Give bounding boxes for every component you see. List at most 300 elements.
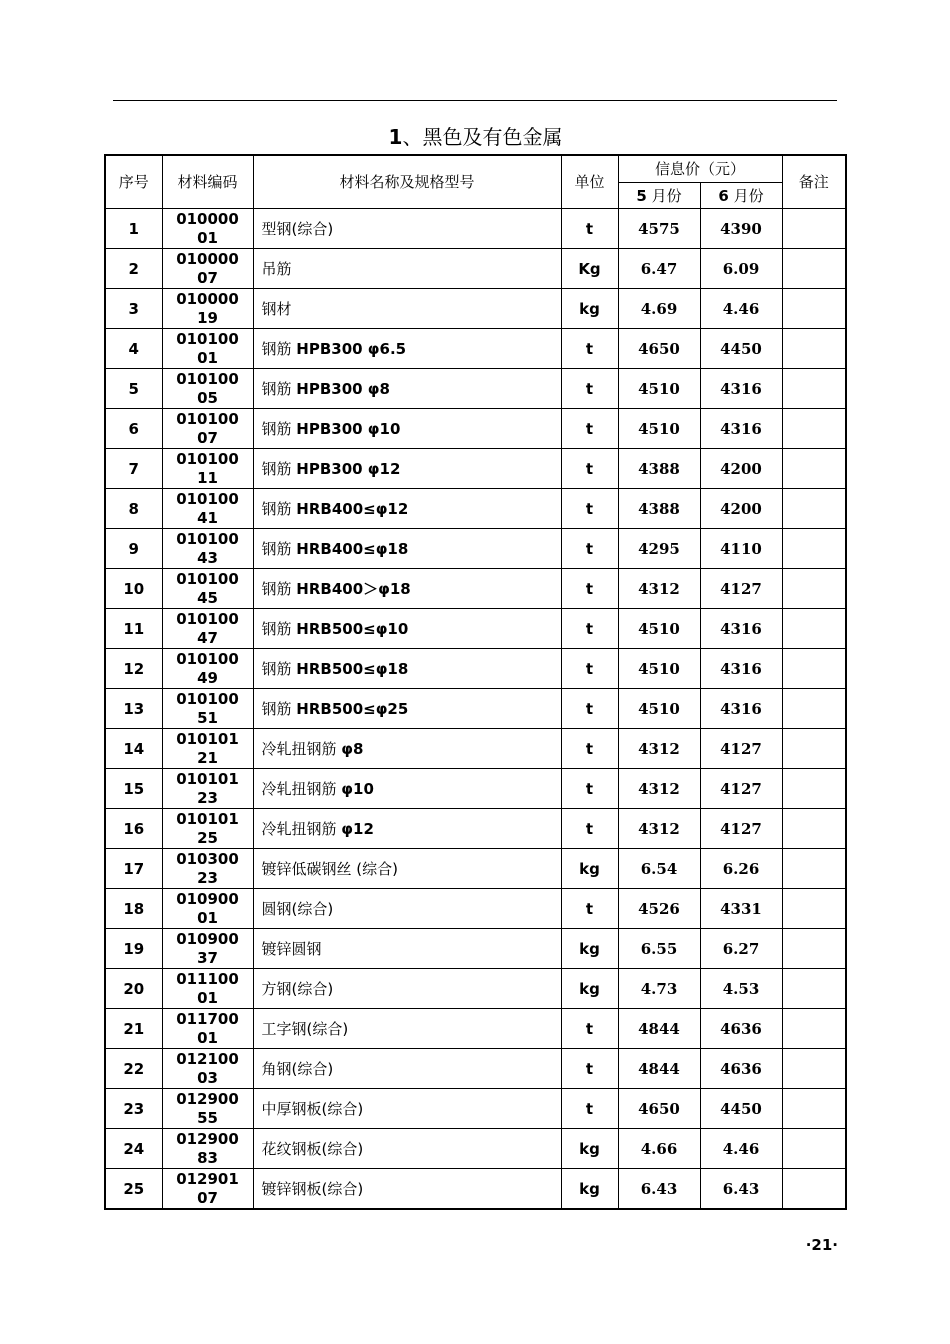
row-name (253, 649, 561, 689)
table-row (105, 929, 846, 969)
row-code-line1: 010100 (176, 649, 239, 668)
row-remark (782, 1129, 846, 1169)
row-seq: 25 (105, 1169, 162, 1210)
row-price-june: 4636 (700, 1049, 782, 1089)
row-price-may: 4510 (618, 689, 700, 729)
row-spec: HRB500≤φ18 (296, 660, 409, 678)
row-price-june: 4.46 (700, 289, 782, 329)
row-spec: HPB300 φ6.5 (296, 340, 407, 358)
row-price-may: 4844 (618, 1049, 700, 1089)
row-code-line1: 010100 (176, 449, 239, 468)
row-spec: HPB300 φ8 (296, 380, 390, 398)
row-name (253, 209, 561, 249)
row-name (253, 809, 561, 849)
row-code-line2: 07 (197, 1188, 218, 1207)
row-code-line1: 010900 (176, 889, 239, 908)
row-seq: 4 (105, 329, 162, 369)
row-code (162, 1129, 253, 1169)
table-row (105, 729, 846, 769)
row-remark (782, 529, 846, 569)
row-price-may: 4510 (618, 369, 700, 409)
row-code-line2: 01 (197, 348, 218, 367)
row-remark (782, 489, 846, 529)
row-code-line1: 010100 (176, 609, 239, 628)
row-spec: HRB500≤φ10 (296, 620, 409, 638)
row-price-may: 4526 (618, 889, 700, 929)
row-seq: 13 (105, 689, 162, 729)
row-unit: t (561, 1089, 618, 1129)
row-seq: 24 (105, 1129, 162, 1169)
row-code (162, 1089, 253, 1129)
row-remark (782, 929, 846, 969)
header-june-num: 6 (718, 186, 729, 205)
row-name (253, 289, 561, 329)
row-price-may: 4388 (618, 489, 700, 529)
header-row-1 (105, 155, 846, 183)
row-price-may: 4312 (618, 729, 700, 769)
row-code-line2: 01 (197, 228, 218, 247)
row-seq: 11 (105, 609, 162, 649)
row-name-text: 冷轧扭钢筋 (261, 740, 342, 758)
row-name (253, 529, 561, 569)
row-name (253, 969, 561, 1009)
table-row (105, 609, 846, 649)
table-row (105, 369, 846, 409)
row-price-june: 4127 (700, 769, 782, 809)
row-code-line2: 47 (197, 628, 218, 647)
row-remark (782, 889, 846, 929)
table-row (105, 489, 846, 529)
row-seq: 14 (105, 729, 162, 769)
row-price-may: 4295 (618, 529, 700, 569)
row-code-line1: 012100 (176, 1049, 239, 1068)
row-code (162, 689, 253, 729)
row-unit: kg (561, 289, 618, 329)
row-code (162, 969, 253, 1009)
row-price-may: 4.69 (618, 289, 700, 329)
row-unit: kg (561, 929, 618, 969)
row-spec: HRB400＞φ18 (296, 580, 411, 598)
row-remark (782, 729, 846, 769)
row-remark (782, 1049, 846, 1089)
table-row (105, 849, 846, 889)
row-spec: HRB400≤φ18 (296, 540, 409, 558)
row-remark (782, 809, 846, 849)
row-code-line1: 012901 (176, 1169, 239, 1188)
row-code (162, 809, 253, 849)
row-name-text: 钢筋 (261, 620, 297, 638)
row-price-june: 4331 (700, 889, 782, 929)
row-price-june: 4316 (700, 409, 782, 449)
table-row (105, 889, 846, 929)
row-name-text: 方钢(综合) (261, 980, 334, 998)
row-price-may: 4510 (618, 649, 700, 689)
row-name-text: 吊筋 (261, 260, 292, 278)
table-row (105, 569, 846, 609)
row-price-june: 4390 (700, 209, 782, 249)
table-row (105, 689, 846, 729)
row-name (253, 489, 561, 529)
row-code-line1: 011100 (176, 969, 239, 988)
row-remark (782, 1009, 846, 1049)
row-code (162, 1049, 253, 1089)
row-code (162, 889, 253, 929)
row-remark (782, 1169, 846, 1210)
row-name (253, 449, 561, 489)
row-code-line1: 010300 (176, 849, 239, 868)
row-seq: 17 (105, 849, 162, 889)
row-unit: t (561, 889, 618, 929)
row-code-line2: 23 (197, 788, 218, 807)
row-name-text: 工字钢(综合) (261, 1020, 349, 1038)
page-number: ·21· (805, 1236, 838, 1254)
row-seq: 1 (105, 209, 162, 249)
row-price-june: 4200 (700, 449, 782, 489)
section-title-text: 、黑色及有色金属 (402, 125, 563, 149)
table-row (105, 329, 846, 369)
row-price-june: 4110 (700, 529, 782, 569)
row-code-line2: 49 (197, 668, 218, 687)
row-unit: t (561, 769, 618, 809)
row-unit: t (561, 1049, 618, 1089)
row-name (253, 769, 561, 809)
row-price-may: 4650 (618, 329, 700, 369)
row-name (253, 569, 561, 609)
row-price-may: 6.43 (618, 1169, 700, 1210)
row-code (162, 1169, 253, 1210)
row-unit: t (561, 1009, 618, 1049)
header-june (700, 183, 782, 209)
row-remark (782, 689, 846, 729)
row-spec: HPB300 φ10 (296, 420, 401, 438)
section-title (104, 122, 847, 152)
row-price-june: 4316 (700, 649, 782, 689)
row-remark (782, 649, 846, 689)
row-seq: 23 (105, 1089, 162, 1129)
row-price-may: 4312 (618, 569, 700, 609)
row-unit: kg (561, 1129, 618, 1169)
row-price-june: 6.27 (700, 929, 782, 969)
row-code-line2: 51 (197, 708, 218, 727)
row-name-text: 冷轧扭钢筋 (261, 780, 342, 798)
header-remark: 备注 (782, 155, 846, 209)
row-remark (782, 609, 846, 649)
row-code-line1: 010100 (176, 369, 239, 388)
row-remark (782, 769, 846, 809)
row-code-line2: 01 (197, 908, 218, 927)
row-price-may: 4575 (618, 209, 700, 249)
row-unit: t (561, 729, 618, 769)
row-seq: 7 (105, 449, 162, 489)
row-name-text: 中厚钢板(综合) (261, 1100, 364, 1118)
row-code-line2: 23 (197, 868, 218, 887)
row-price-june: 4636 (700, 1009, 782, 1049)
row-price-june: 4200 (700, 489, 782, 529)
row-name (253, 369, 561, 409)
row-code (162, 449, 253, 489)
row-code-line2: 01 (197, 1028, 218, 1047)
table-row (105, 649, 846, 689)
row-price-may: 4510 (618, 409, 700, 449)
row-price-may: 6.47 (618, 249, 700, 289)
row-name-text: 钢筋 (261, 460, 297, 478)
header-name: 材料名称及规格型号 (253, 155, 561, 209)
table-row (105, 289, 846, 329)
table-row (105, 1089, 846, 1129)
row-remark (782, 969, 846, 1009)
table-row (105, 1049, 846, 1089)
row-seq: 2 (105, 249, 162, 289)
row-name (253, 689, 561, 729)
row-name-text: 镀锌钢板(综合) (261, 1180, 364, 1198)
row-remark (782, 289, 846, 329)
row-code-line2: 11 (197, 468, 218, 487)
section-number: 1 (388, 125, 403, 149)
row-code (162, 289, 253, 329)
table-row (105, 529, 846, 569)
row-remark (782, 1089, 846, 1129)
table-row (105, 209, 846, 249)
row-code (162, 529, 253, 569)
row-code-line2: 45 (197, 588, 218, 607)
row-code (162, 609, 253, 649)
row-code-line1: 012900 (176, 1089, 239, 1108)
row-unit: t (561, 689, 618, 729)
row-price-june: 4450 (700, 1089, 782, 1129)
row-price-may: 4.73 (618, 969, 700, 1009)
header-may-num: 5 (636, 186, 647, 205)
row-name-text: 钢筋 (261, 700, 297, 718)
row-code-line2: 43 (197, 548, 218, 567)
row-code-line2: 07 (197, 428, 218, 447)
row-name (253, 609, 561, 649)
row-price-june: 4127 (700, 809, 782, 849)
row-price-may: 4.66 (618, 1129, 700, 1169)
row-code-line1: 010100 (176, 489, 239, 508)
row-price-june: 4.53 (700, 969, 782, 1009)
row-code (162, 1009, 253, 1049)
row-code-line2: 41 (197, 508, 218, 527)
row-price-may: 4650 (618, 1089, 700, 1129)
row-name-text: 角钢(综合) (261, 1060, 334, 1078)
row-unit: kg (561, 969, 618, 1009)
row-unit: t (561, 209, 618, 249)
row-code (162, 849, 253, 889)
row-remark (782, 329, 846, 369)
row-code (162, 369, 253, 409)
row-spec: HRB400≤φ12 (296, 500, 409, 518)
row-code-line1: 010000 (176, 249, 239, 268)
row-price-june: 4450 (700, 329, 782, 369)
row-code (162, 729, 253, 769)
row-price-may: 4312 (618, 769, 700, 809)
table-row (105, 809, 846, 849)
header-rule (113, 100, 837, 101)
row-unit: kg (561, 1169, 618, 1210)
row-unit: t (561, 369, 618, 409)
row-name-text: 钢筋 (261, 420, 297, 438)
row-code (162, 329, 253, 369)
row-code-line1: 010900 (176, 929, 239, 948)
row-code (162, 409, 253, 449)
row-price-may: 4510 (618, 609, 700, 649)
row-seq: 20 (105, 969, 162, 1009)
row-price-june: 4316 (700, 609, 782, 649)
row-spec: φ12 (341, 820, 374, 838)
row-code-line1: 010100 (176, 569, 239, 588)
row-price-may: 4388 (618, 449, 700, 489)
row-remark (782, 249, 846, 289)
row-code-line2: 37 (197, 948, 218, 967)
row-unit: kg (561, 849, 618, 889)
row-remark (782, 209, 846, 249)
row-code-line1: 010100 (176, 529, 239, 548)
row-name-text: 冷轧扭钢筋 (261, 820, 342, 838)
row-name-text: 钢材 (261, 300, 292, 318)
header-may-label: 月份 (651, 186, 682, 205)
row-code-line2: 21 (197, 748, 218, 767)
row-price-june: 4127 (700, 569, 782, 609)
row-seq: 9 (105, 529, 162, 569)
row-name (253, 1129, 561, 1169)
header-unit: 单位 (561, 155, 618, 209)
row-code (162, 769, 253, 809)
row-name-text: 钢筋 (261, 540, 297, 558)
row-code-line2: 19 (197, 308, 218, 327)
row-code-line1: 012900 (176, 1129, 239, 1148)
row-code-line1: 011700 (176, 1009, 239, 1028)
row-name (253, 1169, 561, 1210)
row-code-line2: 03 (197, 1068, 218, 1087)
row-seq: 22 (105, 1049, 162, 1089)
row-remark (782, 849, 846, 889)
row-remark (782, 409, 846, 449)
row-unit: t (561, 449, 618, 489)
row-name-text: 圆钢(综合) (261, 900, 334, 918)
header-code: 材料编码 (162, 155, 253, 209)
row-name (253, 929, 561, 969)
row-price-may: 6.55 (618, 929, 700, 969)
price-table (104, 154, 847, 1210)
row-price-may: 6.54 (618, 849, 700, 889)
row-seq: 3 (105, 289, 162, 329)
row-name-text: 钢筋 (261, 340, 297, 358)
row-seq: 10 (105, 569, 162, 609)
row-code-line2: 25 (197, 828, 218, 847)
table-row (105, 1129, 846, 1169)
row-code-line2: 83 (197, 1148, 218, 1167)
row-spec: φ8 (341, 740, 364, 758)
row-name-text: 花纹钢板(综合) (261, 1140, 364, 1158)
row-spec: φ10 (341, 780, 374, 798)
row-name (253, 1009, 561, 1049)
row-price-june: 4316 (700, 369, 782, 409)
row-name-text: 钢筋 (261, 580, 297, 598)
row-remark (782, 449, 846, 489)
table-row (105, 769, 846, 809)
row-unit: t (561, 809, 618, 849)
table-row (105, 449, 846, 489)
row-unit: t (561, 329, 618, 369)
row-price-june: 6.09 (700, 249, 782, 289)
row-name (253, 329, 561, 369)
row-seq: 5 (105, 369, 162, 409)
row-unit: t (561, 649, 618, 689)
row-name (253, 1049, 561, 1089)
row-code (162, 249, 253, 289)
row-code-line2: 01 (197, 988, 218, 1007)
row-name-text: 型钢(综合) (261, 220, 334, 238)
row-unit: t (561, 409, 618, 449)
table-row (105, 409, 846, 449)
row-seq: 6 (105, 409, 162, 449)
row-price-june: 6.43 (700, 1169, 782, 1210)
row-price-may: 4844 (618, 1009, 700, 1049)
header-june-label: 月份 (733, 186, 764, 205)
row-code (162, 489, 253, 529)
row-name (253, 889, 561, 929)
row-code-line1: 010100 (176, 689, 239, 708)
row-unit: t (561, 489, 618, 529)
row-price-june: 4316 (700, 689, 782, 729)
row-unit: t (561, 609, 618, 649)
row-name (253, 1089, 561, 1129)
row-remark (782, 369, 846, 409)
row-code-line1: 010100 (176, 329, 239, 348)
table-row (105, 1169, 846, 1210)
row-seq: 21 (105, 1009, 162, 1049)
row-name (253, 249, 561, 289)
row-code-line2: 07 (197, 268, 218, 287)
row-code-line2: 55 (197, 1108, 218, 1127)
row-remark (782, 569, 846, 609)
row-spec: HPB300 φ12 (296, 460, 401, 478)
header-seq: 序号 (105, 155, 162, 209)
row-spec: HRB500≤φ25 (296, 700, 409, 718)
row-code-line1: 010101 (176, 729, 239, 748)
row-name-text: 钢筋 (261, 500, 297, 518)
row-seq: 12 (105, 649, 162, 689)
row-code (162, 569, 253, 609)
row-name (253, 729, 561, 769)
row-price-june: 6.26 (700, 849, 782, 889)
row-code (162, 209, 253, 249)
row-code (162, 649, 253, 689)
row-unit: t (561, 529, 618, 569)
row-unit: t (561, 569, 618, 609)
row-name (253, 409, 561, 449)
row-seq: 19 (105, 929, 162, 969)
row-code-line1: 010100 (176, 409, 239, 428)
row-code-line2: 05 (197, 388, 218, 407)
row-seq: 15 (105, 769, 162, 809)
row-price-june: 4.46 (700, 1129, 782, 1169)
row-name-text: 钢筋 (261, 660, 297, 678)
row-code-line1: 010000 (176, 209, 239, 228)
table-row (105, 1009, 846, 1049)
row-code (162, 929, 253, 969)
row-price-may: 4312 (618, 809, 700, 849)
row-name-text: 镀锌圆钢 (261, 940, 322, 958)
table-row (105, 969, 846, 1009)
row-name (253, 849, 561, 889)
row-seq: 8 (105, 489, 162, 529)
row-seq: 16 (105, 809, 162, 849)
row-unit: Kg (561, 249, 618, 289)
row-code-line1: 010000 (176, 289, 239, 308)
row-name-text: 钢筋 (261, 380, 297, 398)
row-seq: 18 (105, 889, 162, 929)
